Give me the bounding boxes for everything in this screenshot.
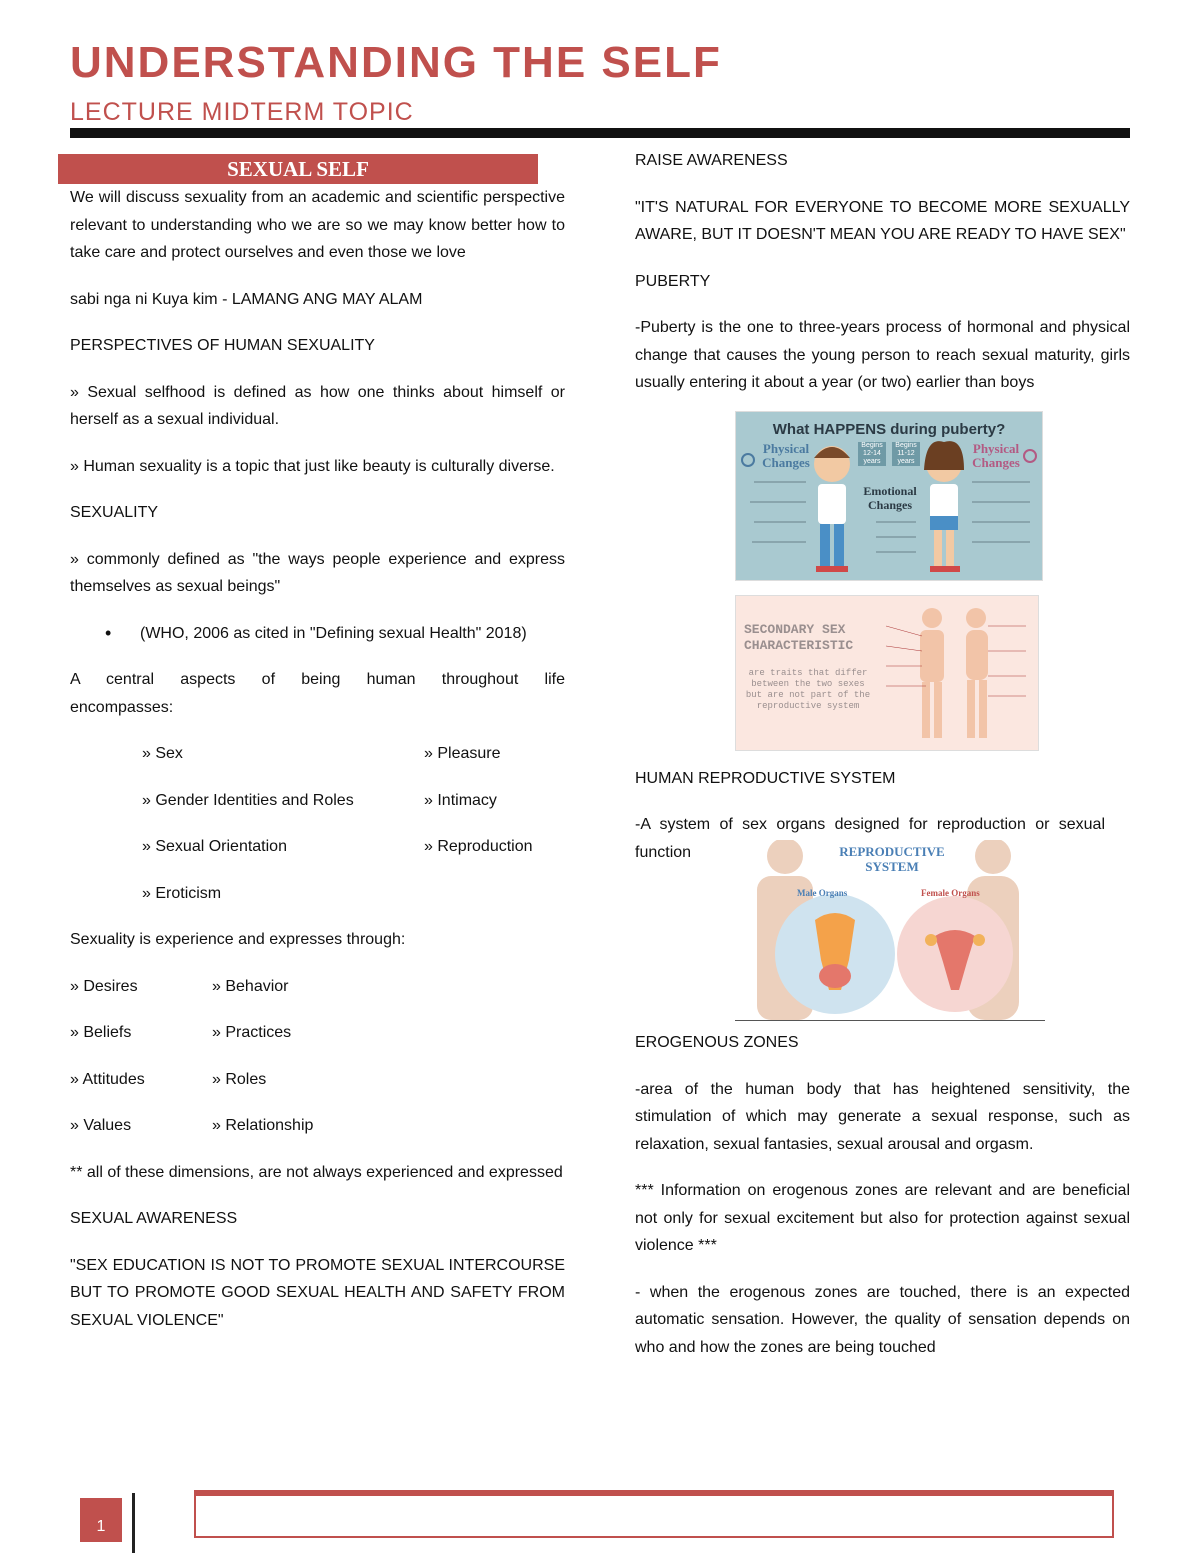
male-organs-label: Male Organs xyxy=(797,888,848,898)
central-aspects: A central aspects of being human throughout life encompasses: xyxy=(70,671,565,716)
aspect-item: » Pleasure xyxy=(424,745,501,762)
sexuality-definition: » commonly defined as "the ways people experience and express themselves as sexual beings" xyxy=(70,550,565,595)
dimension-row xyxy=(70,1112,565,1140)
left-column xyxy=(70,184,565,1353)
dimension-item: » Roles xyxy=(212,1070,267,1088)
dimensions-list xyxy=(70,973,565,1140)
right-column xyxy=(635,147,1130,1380)
perspectives-heading: PERSPECTIVES OF HUMAN SEXUALITY xyxy=(70,337,375,354)
dimension-row xyxy=(70,1019,565,1047)
awareness-quote: "SEX EDUCATION IS NOT TO PROMOTE SEXUAL INTERCOURSE BUT TO PROMOTE GOOD SEXUAL HEALTH AND SAFETY FROM SEXUAL VIOLENCE" xyxy=(70,1256,565,1329)
body-silhouettes-icon xyxy=(736,596,1038,750)
quote-line: sabi nga ni Kuya kim - LAMANG ANG MAY ALAM xyxy=(70,290,423,308)
awareness-heading: SEXUAL AWARENESS xyxy=(70,1210,238,1227)
reproductive-system-figure xyxy=(735,840,1045,1021)
bullet-dot-icon: • xyxy=(105,622,112,643)
female-organs-label: Female Organs xyxy=(921,888,980,898)
aspect-row xyxy=(142,880,565,908)
repro-definition: -A system of sex organs designed for reproduction or sexual function xyxy=(635,816,1105,861)
aspect-item: » Sexual Orientation xyxy=(142,838,287,855)
erogenous-heading: EROGENOUS ZONES xyxy=(635,1034,799,1051)
perspective-1: » Sexual selfhood is defined as how one thinks about himself or herself as a sexual individual. xyxy=(70,383,565,428)
secondary-sex-figure xyxy=(735,595,1039,751)
dimension-row xyxy=(70,973,565,1001)
dimension-row xyxy=(70,1066,565,1094)
infographic-title: What HAPPENS during puberty? xyxy=(772,420,1006,438)
repro-figure-title: REPRODUCTIVE SYSTEM xyxy=(839,844,945,874)
dimension-item: » Beliefs xyxy=(70,1024,132,1041)
citation-text: (WHO, 2006 as cited in "Defining sexual Health" 2018) xyxy=(140,624,527,642)
aspect-item: » Gender Identities and Roles xyxy=(142,791,354,809)
header-rule xyxy=(70,128,1130,138)
dimension-item: » Values xyxy=(70,1117,132,1134)
aspect-row xyxy=(142,833,565,861)
aspect-item: » Reproduction xyxy=(424,838,533,855)
boy-age-badge: Begins 12-14 years xyxy=(858,442,886,466)
dimension-item: » Relationship xyxy=(212,1117,314,1134)
secondary-title: SECONDARY SEX CHARACTERISTIC xyxy=(744,621,854,653)
puberty-infographic xyxy=(735,411,1043,581)
secondary-caption: are traits that differ between the two sexes but are not part of the reproductive system xyxy=(745,667,871,711)
dimension-item: » Desires xyxy=(70,977,138,995)
boy-physical-label: Physical Changes xyxy=(762,440,810,470)
dimension-item: » Attitudes xyxy=(70,1070,145,1088)
erogenous-definition: -area of the human body that has heightened sensitivity, the stimulation of which may generate a sexual response, such as relaxation, sexual fantasies, sexual arousal and orgasm. xyxy=(635,1080,1130,1153)
perspective-2: » Human sexuality is a topic that just like beauty is culturally diverse. xyxy=(70,457,555,475)
girl-age-badge: Begins 11-12 years xyxy=(892,442,920,466)
document-subtitle: LECTURE MIDTERM TOPIC xyxy=(70,98,414,126)
puberty-figures-icon xyxy=(736,412,1042,580)
aspect-item: » Intimacy xyxy=(424,791,497,809)
footer-frame xyxy=(194,1490,1114,1538)
citation-bullet xyxy=(105,620,565,648)
aspect-row xyxy=(142,787,565,815)
section-banner: SEXUAL SELF xyxy=(58,154,538,184)
raise-heading: RAISE AWARENESS xyxy=(635,152,788,169)
aspect-item: » Sex xyxy=(142,745,183,762)
dimension-item: » Practices xyxy=(212,1024,292,1041)
puberty-heading: PUBERTY xyxy=(635,272,711,290)
dimension-item: » Behavior xyxy=(212,977,289,995)
document-title: UNDERSTANDING THE SELF xyxy=(70,38,722,87)
page-number-box xyxy=(70,1493,135,1553)
erogenous-info: *** Information on erogenous zones are relevant and are beneficial not only for sexual excitement but also for protection against sexual violence *** xyxy=(635,1182,1130,1254)
aspect-item: » Eroticism xyxy=(142,884,222,902)
raise-quote: "IT'S NATURAL FOR EVERYONE TO BECOME MORE SEXUALLY AWARE, BUT IT DOESN'T MEAN YOU ARE READY TO HAVE SEX" xyxy=(635,198,1130,243)
erogenous-touch: - when the erogenous zones are touched, there is an expected automatic sensation. However, the quality of sensation depends on who and how the zones are being touched xyxy=(635,1283,1130,1356)
dimensions-note: ** all of these dimensions, are not always experienced and expressed xyxy=(70,1163,563,1181)
repro-heading: HUMAN REPRODUCTIVE SYSTEM xyxy=(635,769,896,787)
expressed-heading: Sexuality is experience and expresses through: xyxy=(70,931,406,948)
emotional-label: Emotional Changes xyxy=(863,483,917,512)
puberty-definition: -Puberty is the one to three-years process of hormonal and physical change that causes the young person to reach sexual maturity, girls usually entering it about a year (or two) earlier than boys xyxy=(635,319,1130,391)
page-number: 1 xyxy=(80,1498,122,1542)
sexuality-heading: SEXUALITY xyxy=(70,504,159,521)
aspect-row xyxy=(142,740,565,768)
aspects-list xyxy=(142,740,565,907)
intro-paragraph: We will discuss sexuality from an academic and scientific perspective relevant to understanding who we are so we may know better how to take care and protect ourselves and even those we love xyxy=(70,189,565,261)
girl-physical-label: Physical Changes xyxy=(972,440,1020,470)
